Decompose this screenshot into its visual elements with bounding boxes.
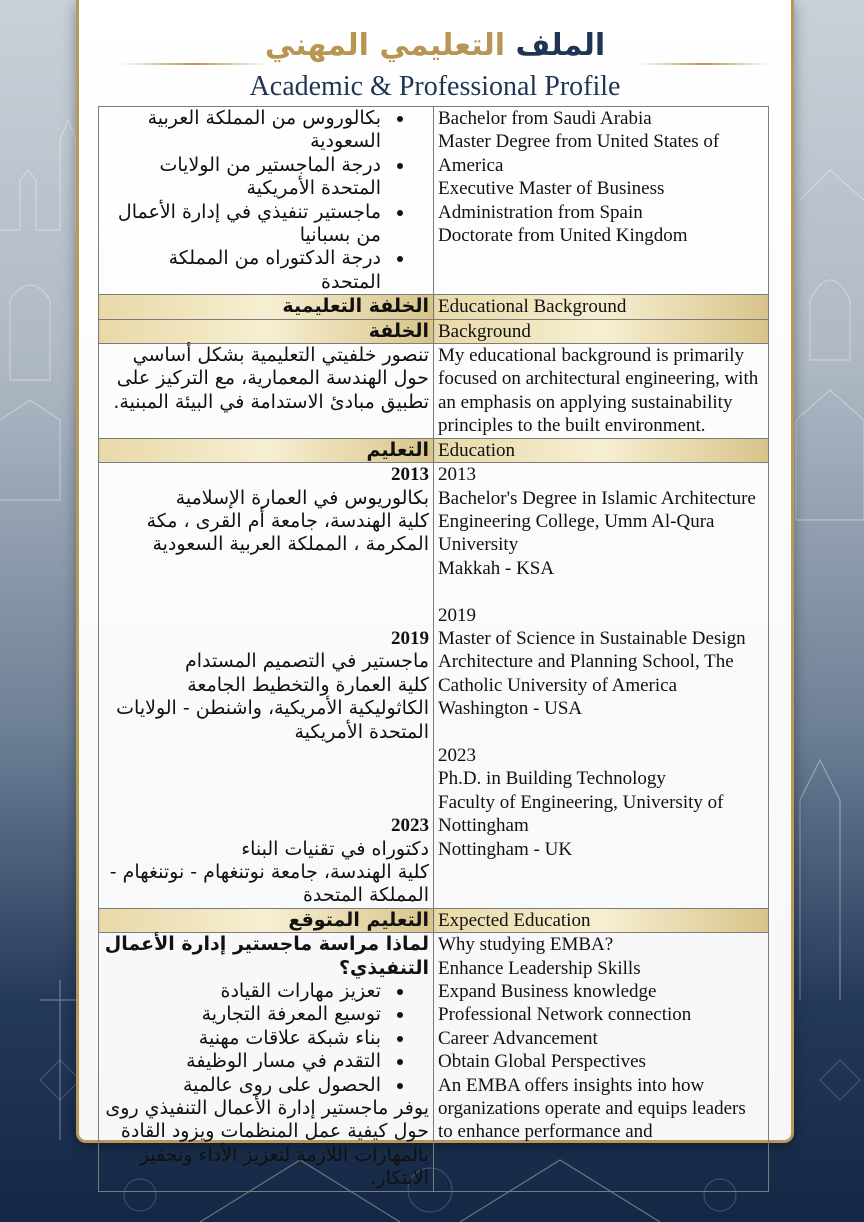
education-institution: كلية الهندسة، جامعة أم القرى ، مكة المكرمة ، المملكة العربية السعودية: [146, 509, 429, 556]
education-degree: Ph.D. in Building Technology: [438, 768, 666, 790]
education-degree: بكالوريوس في العمارة الإسلامية: [175, 486, 429, 509]
expected-ar: [99, 933, 434, 1191]
education-location: Washington - USA: [438, 698, 583, 720]
education-ar: [99, 463, 434, 909]
section-header-educational-background: الخلفة التعليمية Educational Background: [99, 295, 769, 319]
list-item: Enhance Leadership Skills: [438, 957, 641, 979]
background-text-en: My educational background is primarily focused on architectural engineering, with an emphasis on applying sustainability principles to the built environment.: [434, 344, 769, 439]
list-item: • التقدم في مسار الوظيفة: [103, 1050, 385, 1073]
list-item: Career Advancement: [438, 1027, 598, 1049]
title-english: Academic & Professional Profile: [249, 71, 621, 102]
title-arabic: الملف التعليمي المهني: [264, 28, 606, 63]
background-row: [99, 344, 769, 439]
education-degree: ماجستير في التصميم المستدام: [184, 650, 429, 673]
title-divider-left: [119, 63, 269, 65]
expected-row: [99, 933, 769, 1191]
list-item: Expand Business knowledge: [438, 980, 657, 1002]
title-divider-right: [639, 63, 769, 65]
list-item: • توسيع المعرفة التجارية: [103, 1003, 385, 1026]
education-location: Nottingham - UK: [438, 838, 573, 860]
list-item: • درجة الدكتوراه من المملكة المتحدة: [103, 247, 385, 294]
list-item: • بكالوروس من المملكة العربية السعودية: [103, 107, 385, 154]
education-institution: كلية الهندسة، جامعة نوتنغهام - نوتنغهام - المملكة المتحدة: [109, 860, 429, 907]
degrees-ar: [99, 107, 434, 295]
section-header-expected-education: التعليم المتوقع Expected Education: [99, 908, 769, 932]
education-degree: Bachelor's Degree in Islamic Architecture: [438, 487, 756, 509]
degrees-row: [99, 107, 769, 295]
education-degree: دكتوراه في تقنيات البناء: [241, 837, 429, 860]
list-item: Bachelor from Saudi Arabia: [438, 108, 652, 129]
education-institution: كلية العمارة والتخطيط الجامعة الكاثوليكية الأمريكية، واشنطن - الولايات المتحدة الأمريكية: [116, 673, 429, 743]
section-header-background: الخلفة Background: [99, 319, 769, 343]
list-item: Doctorate from United Kingdom: [438, 225, 688, 247]
expected-question: لماذا مراسة ماجستير إدارة الأعمال التنفيذي؟: [104, 933, 429, 979]
education-location: Makkah - KSA: [438, 557, 555, 579]
education-institution: Architecture and Planning School, The Catholic University of America: [438, 651, 734, 696]
education-en: [434, 463, 769, 909]
education-year: 2019: [438, 604, 476, 626]
list-item: • درجة الماجستير من الولايات المتحدة الأمريكية: [103, 154, 385, 201]
education-institution: Faculty of Engineering, University of Nottingham: [438, 791, 724, 837]
list-item: Professional Network connection: [438, 1004, 692, 1026]
expected-summary: يوفر ماجستير إدارة الأعمال التنفيذي روى حول كيفية عمل المنظمات ويزود القادة بالمهارات اللازمة لتعزيز الأداء وتحفيز الابتكار.: [105, 1096, 429, 1190]
education-year: 2019: [391, 627, 429, 649]
expected-en: [434, 933, 769, 1191]
education-year: 2013: [438, 464, 476, 486]
list-item: • الحصول على روى عالمية: [103, 1074, 385, 1097]
list-item: Obtain Global Perspectives: [438, 1051, 646, 1073]
expected-question: Why studying EMBA?: [438, 934, 614, 956]
profile-table: [98, 106, 769, 1192]
list-item: Executive Master of Business Administration from Spain: [438, 178, 665, 223]
education-degree: Master of Science in Sustainable Design: [438, 627, 746, 649]
degrees-en: [434, 107, 769, 295]
list-item: • بناء شبكة علاقات مهنية: [103, 1027, 385, 1050]
background-text-ar: تنصور خلفيتي التعليمية بشكل أساسي حول الهندسة المعمارية، مع التركيز على تطبيق مبادئ الاستدامة في البيئة المبنية.: [99, 344, 434, 439]
list-item: Master Degree from United States of America: [438, 131, 720, 176]
education-row: [99, 463, 769, 909]
education-year: 2013: [391, 464, 429, 486]
expected-summary: An EMBA offers insights into how organizations operate and equips leaders to enhance performance and: [438, 1074, 746, 1143]
education-year: 2023: [391, 815, 429, 837]
list-item: • تعزيز مهارات القيادة: [103, 980, 385, 1003]
section-header-education: التعليم Education: [99, 438, 769, 462]
list-item: • ماجستير تنفيذي في إدارة الأعمال من بسبانيا: [103, 201, 385, 248]
education-year: 2023: [438, 744, 476, 766]
education-institution: Engineering College, Umm Al-Qura University: [438, 510, 715, 556]
